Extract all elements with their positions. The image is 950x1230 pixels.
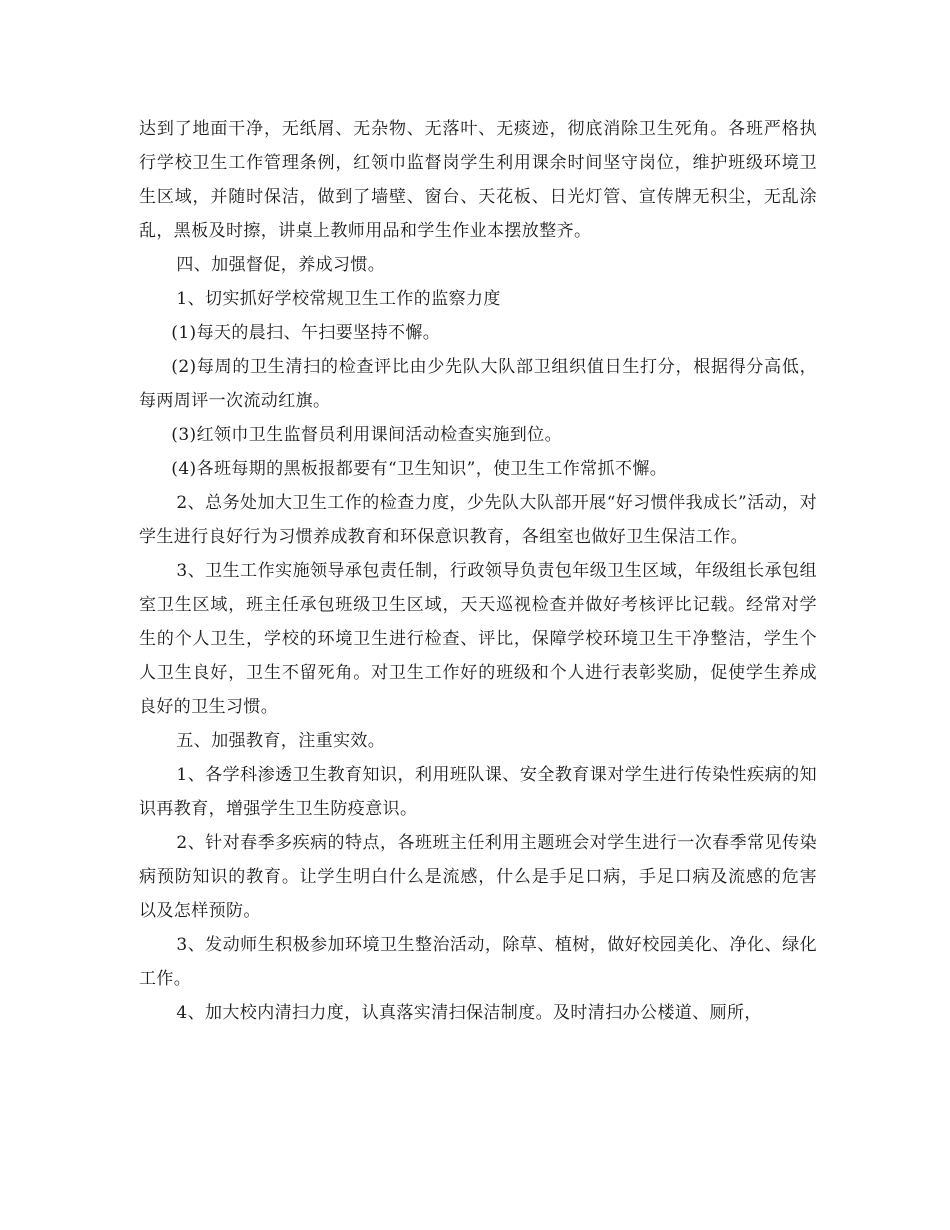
- list-item-general-affairs: 2、总务处加大卫生工作的检查力度，少先队大队部开展“好习惯伴我成长”活动，对学生进行良好行为习惯养成教育和环保意识教育，各组室也做好卫生保洁工作。: [139, 493, 817, 547]
- paragraph-hygiene-results: 达到了地面干净，无纸屑、无杂物、无落叶、无痰迹，彻底消除卫生死角。各班严格执行学校卫生工作管理条例，红领巾监督岗学生利用课余时间坚守岗位，维护班级环境卫生区域，并随时保洁，做到了墙壁、窗台、天花板、日光灯管、宣传牌无积尘，无乱涂乱，黑板及时擦，讲桌上教师用品和学生作业本摆放整齐。: [139, 119, 817, 241]
- section-heading-education: 五、加强教育，注重实效。: [176, 731, 386, 751]
- list-item-subject-education: 1、各学科渗透卫生教育知识，利用班队课、安全教育课对学生进行传染性疾病的知识再教育，增强学生卫生防疫意识。: [139, 765, 817, 819]
- sub-item-supervisors: (3)红领巾卫生监督员利用课间活动检查实施到位。: [171, 425, 562, 445]
- list-item-environment-campaign: 3、发动师生积极参加环境卫生整治活动，除草、植树，做好校园美化、净化、绿化工作。: [139, 935, 817, 989]
- sub-item-daily-sweeping: (1)每天的晨扫、午扫要坚持不懈。: [171, 323, 441, 343]
- document-body: [139, 112, 817, 1030]
- list-item-cleaning-system: 4、加大校内清扫力度，认真落实清扫保洁制度。及时清扫办公楼道、厕所，: [176, 1003, 762, 1023]
- list-item-inspection-intensity: 1、切实抓好学校常规卫生工作的监察力度: [176, 289, 501, 309]
- section-heading-supervision: 四、加强督促，养成习惯。: [176, 255, 386, 275]
- sub-item-weekly-evaluation: (2)每周的卫生清扫的检查评比由少先队大队部卫组织值日生打分，根据得分高低，每两周评一次流动红旗。: [139, 357, 817, 411]
- list-item-responsibility-system: 3、卫生工作实施领导承包责任制，行政领导负责包年级卫生区域，年级组长承包组室卫生区域，班主任承包班级卫生区域，天天巡视检查并做好考核评比记载。经常对学生的个人卫生，学校的环境卫生进行检查、评比，保障学校环境卫生干净整洁，学生个人卫生良好，卫生不留死角。对卫生工作好的班级和个人进行表彰奖励，促使学生养成良好的卫生习惯。: [139, 561, 817, 717]
- list-item-spring-diseases: 2、针对春季多疾病的特点，各班班主任利用主题班会对学生进行一次春季常见传染病预防知识的教育。让学生明白什么是流感，什么是手足口病，手足口病及流感的危害以及怎样预防。: [139, 833, 817, 921]
- sub-item-blackboard: (4)各班每期的黑板报都要有“卫生知识”，使卫生工作常抓不懈。: [171, 459, 668, 479]
